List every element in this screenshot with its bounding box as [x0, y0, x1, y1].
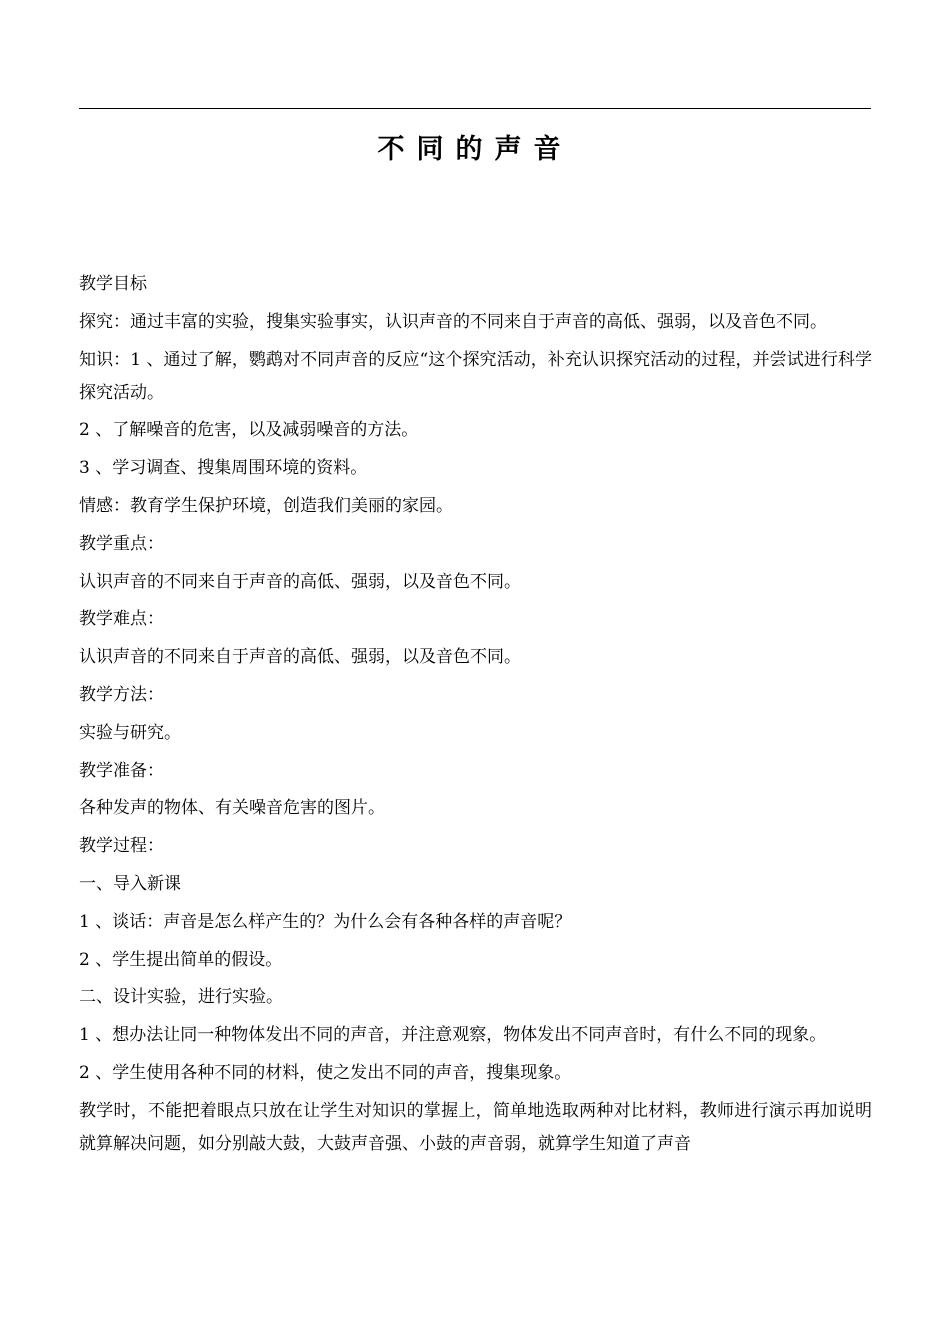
- section-heading-methods: 教学方法：: [79, 684, 164, 705]
- header-rule: [79, 108, 871, 109]
- paragraph-difficulties: 认识声音的不同来自于声音的高低、强弱，以及音色不同。: [79, 647, 521, 668]
- section-heading-objectives: 教学目标: [79, 274, 147, 294]
- list-item: 1 、想办法让同一种物体发出不同的声音，并注意观察，物体发出不同声音时，有什么不同的现象。: [79, 1025, 827, 1046]
- paragraph-knowledge-3: 3 、学习调查、搜集周围环境的资料。: [79, 458, 368, 479]
- list-item: 1 、谈话：声音是怎么样产生的？为什么会有各种各样的声音呢？: [79, 911, 572, 932]
- document-body: [79, 268, 872, 1166]
- section-heading-difficulties: 教学难点：: [79, 609, 164, 630]
- paragraph-methods: 实验与研究。: [79, 722, 181, 743]
- document-title: 不同的声音: [377, 134, 573, 165]
- paragraph-preparation: 各种发声的物体、有关噪音危害的图片。: [79, 798, 385, 819]
- paragraph-teaching-note: 教学时，不能把着眼点只放在让学生对知识的掌握上，简单地选取两种对比材料，教师进行演示再加说明就算解决问题，如分别敲大鼓，大鼓声音强、小鼓的声音弱，就算学生知道了声音: [79, 1100, 872, 1154]
- subsection-heading-experiment: 二、设计实验，进行实验。: [79, 987, 283, 1008]
- subsection-heading-intro: 一、导入新课: [79, 873, 181, 894]
- list-item: 2 、学生提出简单的假设。: [79, 949, 283, 970]
- paragraph-key-points: 认识声音的不同来自于声音的高低、强弱，以及音色不同。: [79, 571, 521, 592]
- list-item: 2 、学生使用各种不同的材料，使之发出不同的声音，搜集现象。: [79, 1062, 572, 1083]
- section-heading-process: 教学过程：: [79, 836, 164, 857]
- paragraph-inquiry: 探究：通过丰富的实验，搜集实验事实，认识声音的不同来自于声音的高低、强弱，以及音色不同。: [79, 311, 827, 332]
- paragraph-knowledge-1: 知识：1 、通过了解，鹦鹉对不同声音的反应“这个探究活动，补充认识探究活动的过程，并尝试进行科学探究活动。: [79, 349, 872, 403]
- paragraph-knowledge-2: 2 、了解噪音的危害，以及减弱噪音的方法。: [79, 420, 419, 441]
- paragraph-emotion: 情感：教育学生保护环境，创造我们美丽的家园。: [79, 495, 453, 516]
- section-heading-preparation: 教学准备：: [79, 760, 164, 781]
- section-heading-key-points: 教学重点：: [79, 533, 164, 554]
